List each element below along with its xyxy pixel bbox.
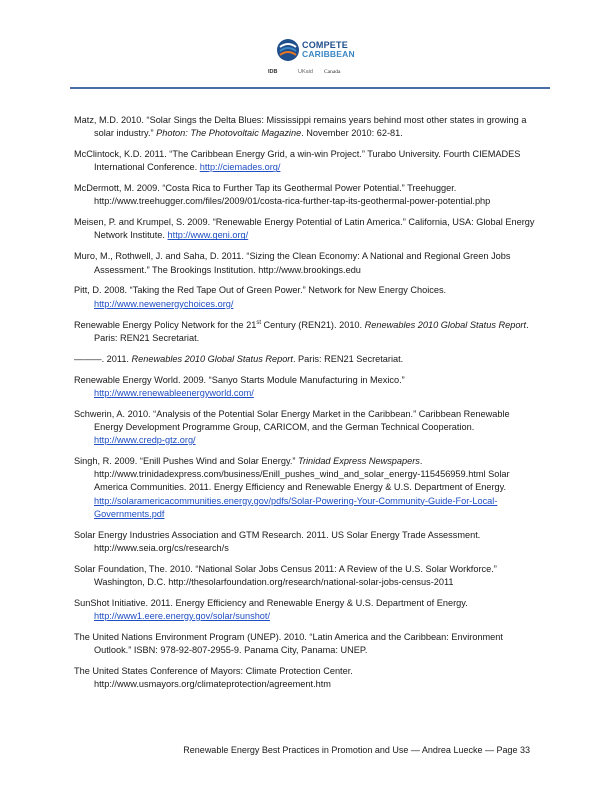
sponsor-canada: Canada xyxy=(324,69,341,75)
reference-link[interactable]: http://ciemades.org/ xyxy=(199,162,281,173)
sponsor-ukaid: UKaid xyxy=(298,69,313,75)
sponsor-idb: IDB xyxy=(268,69,278,75)
reference-mcdermott: McDermott, M. 2009. “Costa Rica to Further Tap its Geothermal Power Potential.” Treehugger. http://www.treehugger.com/files/2009/01/costa-rica-further-tap-its-geothermal-power-potential.php xyxy=(74,183,491,207)
reference-link[interactable]: http://www.credp-gtz.org/ xyxy=(94,435,196,446)
reference-link[interactable]: http://www.renewableenergyworld.com/ xyxy=(94,387,254,398)
reference-link[interactable]: http://www1.eere.energy.gov/solar/sunshot/ xyxy=(94,611,271,622)
reference-seia: Solar Energy Industries Association and GTM Research. 2011. US Solar Energy Trade Assessment. http://www.seia.org/cs/research/s xyxy=(74,529,481,553)
header-logo xyxy=(268,38,358,82)
compete-caribbean-logo-icon xyxy=(276,38,300,62)
reference-sunshot: SunShot Initiative. 2011. Energy Efficiency and Renewable Energy & U.S. Department of Energy. http://www1.eere.energy.gov/solar/sunshot/ xyxy=(74,597,468,622)
page-footer: Renewable Energy Best Practices in Promotion and Use — Andrea Luecke — Page 33 xyxy=(183,745,530,755)
reference-ren21-2011: ———. 2011. Renewables 2010 Global Status Report. Paris: REN21 Secretariat. xyxy=(74,353,404,364)
header-rule xyxy=(70,87,550,89)
logo-subtitle: CARIBBEAN xyxy=(302,49,355,59)
logo-title: COMPETE xyxy=(302,40,348,50)
reference-meisen: Meisen, P. and Krumpel, S. 2009. “Renewable Energy Potential of Latin America.” California, USA: Global Energy Network Institute. http://www.geni.org/ xyxy=(74,217,535,241)
reference-solar-foundation: Solar Foundation, The. 2010. “National Solar Jobs Census 2011: A Review of the U.S. Solar Workforce.” Washington, D.C. http://thesolarfoundation.org/research/national-solar-jobs-census-2011 xyxy=(74,563,497,587)
reference-unep: The United Nations Environment Program (UNEP). 2010. “Latin America and the Caribbean: Environment Outlook.” ISBN: 978-92-807-2955-9. Panama City, Panama: UNEP. xyxy=(74,631,503,656)
reference-link[interactable]: http://www.newenergychoices.org/ xyxy=(94,298,234,309)
reference-muro: Muro, M., Rothwell, J. and Saha, D. 2011. “Sizing the Clean Economy: A National and Regional Green Jobs Assessment.” The Brookings Institution. http://www.brookings.edu xyxy=(74,251,511,275)
reference-ren21-2010: Renewable Energy Policy Network for the 21st Century (REN21). 2010. Renewables 2010 Global Status Report. Paris: REN21 Secretariat. xyxy=(74,319,529,343)
reference-singh: Singh, R. 2009. “Enill Pushes Wind and Solar Energy.” Trinidad Express Newspapers. http://www.trinidadexpress.com/business/Enill_pushes_wind_and_solar_energy-115456959.html Solar America Communities. 2011. Energy Efficiency and Renewable Energy & U.S. Department of Energy. http://solaramericacommunities.energy.gov/pdfs/Solar-Powering-Your-Community-Guide-For-Local-Governments.pdf xyxy=(74,455,510,519)
reference-link[interactable]: http://solaramericacommunities.energy.gov/pdfs/Solar-Powering-Your-Community-Guide-For-Local-Governments.pdf xyxy=(94,495,498,519)
reference-link[interactable]: http://www.geni.org/ xyxy=(167,230,249,241)
reference-usmayors: The United States Conference of Mayors: Climate Protection Center. http://www.usmayors.org/climateprotection/agreement.htm xyxy=(74,666,353,690)
reference-rew: Renewable Energy World. 2009. “Sanyo Starts Module Manufacturing in Mexico.” http://www.renewableenergyworld.com/ xyxy=(74,374,405,398)
reference-pitt: Pitt, D. 2008. “Taking the Red Tape Out of Green Power.” Network for New Energy Choices. http://www.newenergychoices.org/ xyxy=(74,285,447,309)
reference-matz: Matz, M.D. 2010. “Solar Sings the Delta Blues: Mississippi remains years behind most other states in growing a solar industry.” Photon: The Photovoltaic Magazine. November 2010: 62-81. xyxy=(74,115,527,139)
reference-mcclintock: McClintock, K.D. 2011. “The Caribbean Energy Grid, a win-win Project.” Turabo University. Fourth CIEMADES International Conference. http://ciemades.org/ xyxy=(74,149,521,173)
reference-list xyxy=(74,114,540,699)
reference-schwerin: Schwerin, A. 2010. “Analysis of the Potential Solar Energy Market in the Caribbean.” Caribbean Renewable Energy Development Programme Group, CARICOM, and the German Technical Cooperation. http://www.credp-gtz.org/ xyxy=(74,408,510,446)
sponsor-row xyxy=(268,69,358,79)
